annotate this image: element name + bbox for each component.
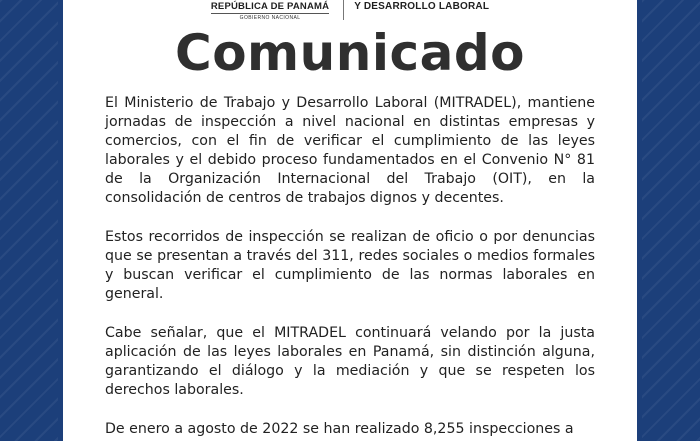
press-release-card [63,0,637,441]
header-divider [343,0,344,20]
paragraph-1: El Ministerio de Trabajo y Desarrollo Laboral (MITRADEL), mantiene jornadas de inspección a nivel nacional en distintas empresas y comercios, con el fin de verificar el cumplimiento de las leyes laborales y el debido proceso fundamentados en el Convenio N° 81 de la Organización Internacional del Trabajo (OIT), en la consolidación de centros de trabajos dignos y decentes. [105,95,595,206]
paragraph-4: De enero a agosto de 2022 se han realizado 8,255 inspecciones a [105,421,574,437]
government-logo [211,0,329,21]
right-border-pattern [642,0,700,441]
left-border-pattern [0,0,58,441]
government-name: REPÚBLICA DE PANAMÁ [210,1,330,12]
government-subtitle: GOBIERNO NACIONAL [211,13,329,21]
body-text [105,94,595,441]
header-logos [63,0,637,22]
paragraph-2: Estos recorridos de inspección se realizan de oficio o por denuncias que se presentan a través del 311, redes sociales o medios formales y buscan verificar el cumplimiento de las normas laborales en general. [105,229,595,302]
page-title: Comunicado [175,24,525,82]
ministry-name: Y DESARROLLO LABORAL [354,1,490,12]
paragraph-3: Cabe señalar, que el MITRADEL continuará velando por la justa aplicación de las leyes laborales en Panamá, sin distinción alguna, garantizando el diálogo y la mediación y que se respeten los derechos laborales. [105,325,595,398]
